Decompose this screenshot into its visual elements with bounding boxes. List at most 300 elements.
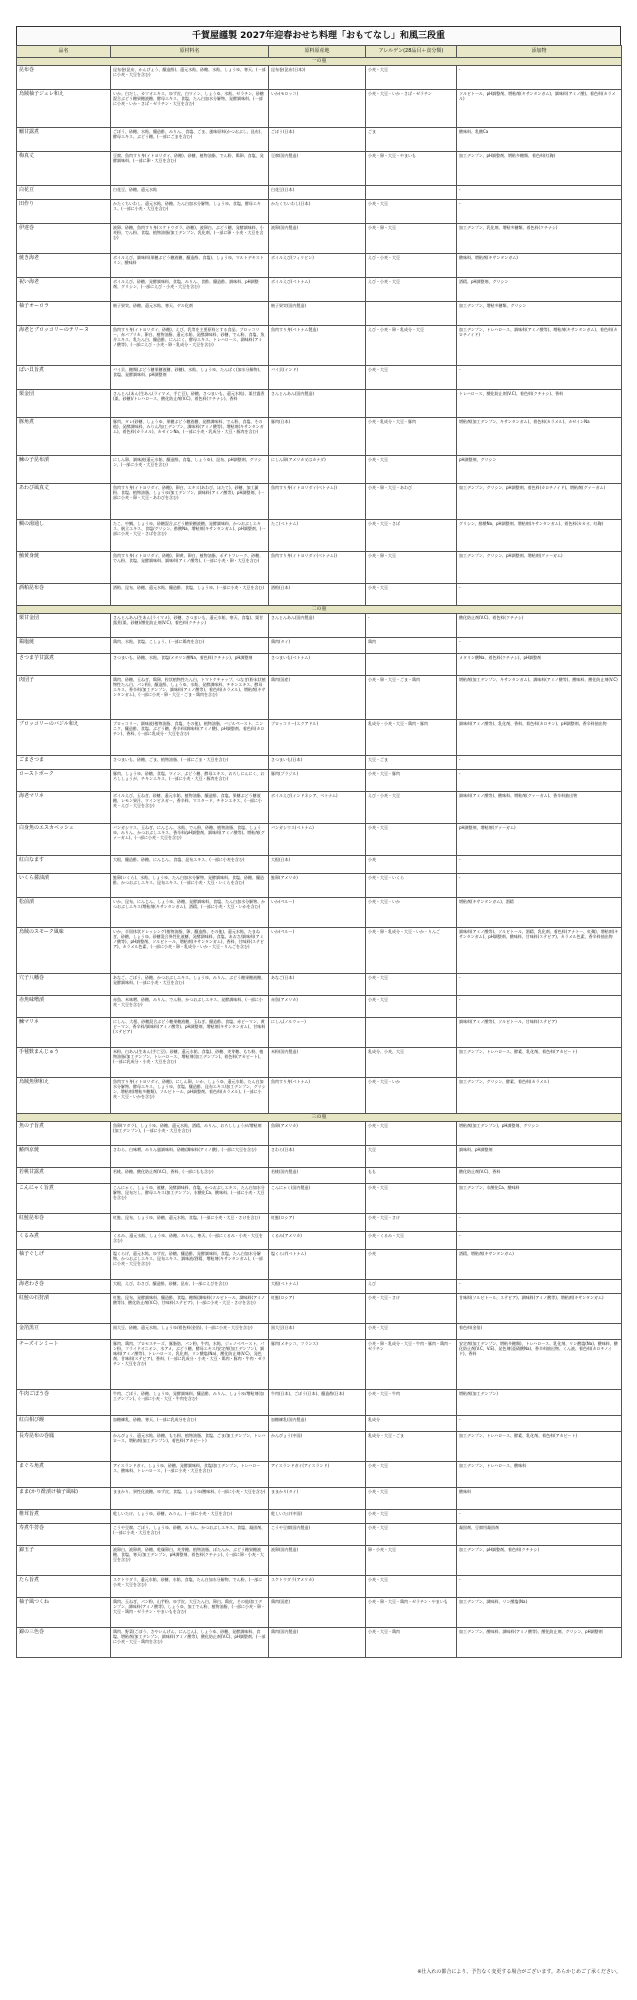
origin-cell: スケトウダラ(アメリカ) bbox=[269, 1576, 366, 1598]
product-name-cell: 酒粕昆布巻 bbox=[17, 584, 111, 606]
product-name-cell: さつま芋甘露煮 bbox=[17, 654, 111, 676]
additive-cell: - bbox=[457, 200, 622, 224]
product-name-cell: 海老わさ巻 bbox=[17, 1280, 111, 1294]
ingredients-cell: 豆腐、魚肉すり身(イトヨリダイ、砂糖)、砂糖、植物油脂、でん粉、鶏卵、食塩、発酵調味料、(一部に卵・大豆を含む) bbox=[111, 152, 269, 186]
table-row bbox=[17, 1340, 622, 1390]
ingredients-cell: こんにゃく、しょうゆ、液糖、発酵調味料、食塩、かつおぶしエキス、たん白加水分解物、昆布だし、酵母エキス/加工デンプン、水酸化Ca、酸味料、(一部に小麦・大豆を含む) bbox=[111, 1184, 269, 1214]
section-header-row bbox=[17, 58, 622, 66]
origin-cell: 豚肉(日本) bbox=[269, 418, 366, 456]
additive-cell: 調味料(アミノ酸等)、ソルビトール、甘味料(ステビア) bbox=[457, 1018, 622, 1048]
ingredients-cell: 魚肉すり身(イトヨリダイ、砂糖)、卵黄、卵白、植物油脂、ポテトフレーク、砂糖、でん粉、食塩、発酵調味料、調味料(アミノ酸等)、(一部に小麦・卵・大豆を含む) bbox=[111, 552, 269, 584]
additive-cell: 加工デンプン、乳化剤、増粘多糖類、着色料(クチナシ) bbox=[457, 224, 622, 254]
ingredients-cell: 液卵白、液卵黄、砂糖、乾燥卵白、麦芽糖、植物油脂、ぼたんか、ぶどう糖果糖液糖、食塩、寒天/加工デンプン、pH調整剤、着色料(クチナシ)、(一部に卵・小麦・大豆を含む) bbox=[111, 1546, 269, 1576]
allergen-cell bbox=[366, 1018, 457, 1048]
ingredients-cell: ままかり、異性化液糖、ゆず皮、食塩、しょうゆ/酸味料、(一部に小麦・大豆を含む) bbox=[111, 1488, 269, 1510]
table-row bbox=[17, 200, 622, 224]
ingredients-cell: あなご、ごぼう、砂糖、かつおぶしエキス、しょうゆ、みりん、ぶどう糖果糖液糖、発酵調味料、(一部に小麦・大豆を含む) bbox=[111, 974, 269, 996]
ingredients-cell: スケトウダラ、還元水飴、砂糖、水飴、食塩、たん白加水分解物、でん粉、(一部に小麦・大豆を含む) bbox=[111, 1576, 269, 1598]
allergen-cell: 小麦・卵・乳成分・大豆・いか・りんご bbox=[366, 928, 457, 974]
origin-cell: ブロッコリー(エクアドル) bbox=[269, 720, 366, 756]
section-header-row bbox=[17, 1114, 622, 1122]
table-row bbox=[17, 1048, 622, 1078]
origin-cell: 塩くらげ(ベトナム) bbox=[269, 1250, 366, 1280]
additive-cell: 加工デンプン、調味料、リン酸塩(Na) bbox=[457, 1598, 622, 1628]
ingredients-cell: 柚子果実、砂糖、還元水飴、寒天、ゲル化剤 bbox=[111, 302, 269, 326]
origin-cell: こうや豆腐(国内製造) bbox=[269, 1524, 366, 1546]
table-row bbox=[17, 254, 622, 278]
product-name-cell: たら旨煮 bbox=[17, 1576, 111, 1598]
allergen-cell: 小麦・大豆 bbox=[366, 824, 457, 856]
origin-cell: にしん卵(アメリカ又はカナダ) bbox=[269, 456, 366, 484]
table-row bbox=[17, 186, 622, 200]
additive-cell: - bbox=[457, 366, 622, 390]
ingredients-cell: さんとん(あん(生あん(ライマメ、手亡豆)、砂糖、さつまいも、還元水飴)、栗甘露煮(栗、砂糖)/トレハロース、酸化防止剤(V.C)、着色料(クチナシ)、香料 bbox=[111, 390, 269, 418]
allergen-cell bbox=[366, 390, 457, 418]
additive-cell: 酒精、pH調整剤、グリシン bbox=[457, 278, 622, 302]
table-row bbox=[17, 1250, 622, 1280]
ingredients-cell: くるみ、還元水飴、しょうゆ、砂糖、みりん、寒天、(一部にくるみ・小麦・大豆を含む) bbox=[111, 1232, 269, 1250]
ingredients-cell: バイ貝、糖類(ぶどう糖果糖液糖、砂糖)、水飴、しょうゆ、たんぱく(加水分解物)、食塩、発酵調味料、pH調整剤 bbox=[111, 366, 269, 390]
allergen-cell: 小麦・大豆 bbox=[366, 1324, 457, 1340]
header-additives: 添加物 bbox=[457, 46, 622, 58]
allergen-cell: えび・小麦・大豆 bbox=[366, 254, 457, 278]
origin-cell: 鶏肉(国産) bbox=[269, 1598, 366, 1628]
ingredients-cell: 液卵、砂糖、魚肉すり身(スケトウダラ、砂糖)、液卵白、ぶどう糖、発酵調味料、小麦粉、でん粉、食塩、植物油脂/加工デンプン、乳化剤、(一部に卵・小麦・大豆を含む) bbox=[111, 224, 269, 254]
table-row bbox=[17, 654, 622, 676]
section-label: 二の重 bbox=[17, 606, 622, 614]
ingredients-cell: 魚肉すり身(イトヨリダイ、砂糖)、にしん卵、いか、しょうゆ、還元水飴、たん白加水分解物、酵母エキス、しょうゆ、食塩、醸造酢、昆布エキス/加工デンプン、グリシン、増粘剤(増粘多糖類)、ソルビトール、pH調整剤、着色料(カラメル)、(一部に小麦・大豆・いかを含む) bbox=[111, 1078, 269, 1114]
ingredients-cell: にしん卵、調味液(還元水飴、醸造酢、食塩、しょうゆ)、昆布、pH調整剤、グリシン、(一部に小麦・大豆を含む) bbox=[111, 456, 269, 484]
origin-cell: 紅鮭(ロシア) bbox=[269, 1214, 366, 1232]
allergen-cell: 小麦・大豆・さけ bbox=[366, 1294, 457, 1324]
origin-cell: ボイルえび(ベトナム) bbox=[269, 278, 366, 302]
additive-cell: - bbox=[457, 1416, 622, 1432]
product-name-cell: 鰊の子昆布漬 bbox=[17, 456, 111, 484]
table-row bbox=[17, 302, 622, 326]
ingredients-cell: 魚卵(マダラ)、しょうゆ、砂糖、還元水飴、酒精、みりん、おろししょうが/増粘剤(加工デンプン)、(一部に小麦・大豆を含む) bbox=[111, 1122, 269, 1146]
ingredients-cell: 鶏肉、砂糖、玉ねぎ、鶏卵、粒状植物性たん白、トマトケチャップ、つなぎ(粉末状植物性たん白、パン粉)、醸造酢、しょうゆ、水飴、発酵調味料、チキンエキス、酵母エキス、香辛料/加工デンプン、調味料(アミノ酸等)、着色料(カラメル)、増粘剤(キサンタンガム)、(一部に小麦・卵・大豆・ごま・鶏肉を含む) bbox=[111, 676, 269, 720]
origin-cell: かんぴょう(中国) bbox=[269, 1432, 366, 1462]
additive-cell: 増粘剤(キサンタンガム)、酒精 bbox=[457, 898, 622, 928]
ingredients-cell: 赤魚、米味噌、砂糖、みりん、でん粉、かつおぶしエキス、発酵調味料、(一部に小麦・大豆を含む) bbox=[111, 996, 269, 1018]
additive-cell: 安定剤(加工デンプン、増粘多糖類)、トレハロース、乳化剤、リン酸塩(Na)、酸味料、酸化防止剤(V.C、V.E)、発色剤(亜硝酸Na)、香辛料抽出物、くん液、着色料(カロチノイド)、香料 bbox=[457, 1340, 622, 1390]
product-name-cell: 椎茸旨煮 bbox=[17, 1510, 111, 1524]
additive-cell: 加工デンプン、トレハロース、酵素、乳化剤、着色料(アカビート) bbox=[457, 1048, 622, 1078]
table-row bbox=[17, 128, 622, 152]
product-name-cell: 鮪黄身焼 bbox=[17, 552, 111, 584]
allergen-cell: 小麦・大豆 bbox=[366, 1184, 457, 1214]
product-name-cell: 祝い海老 bbox=[17, 278, 111, 302]
table-row bbox=[17, 1324, 622, 1340]
table-row bbox=[17, 552, 622, 584]
ingredients-cell: バンガシウス、玉ねぎ、にんじん、水飴、でん粉、砂糖、植物油脂、食塩、しょうゆ、みりん、かつおぶしエキス、香辛料/pH調整剤、調味料(アミノ酸等)、増粘剤(グァーガム)、(一部に小麦・大豆を含む) bbox=[111, 824, 269, 856]
allergen-cell: 小麦・卵・大豆 bbox=[366, 552, 457, 584]
allergen-cell: 乳成分・大豆・ごま bbox=[366, 1432, 457, 1462]
allergen-cell: 小麦・大豆 bbox=[366, 200, 457, 224]
additive-cell: 増粘剤(加工デンプン) bbox=[457, 1390, 622, 1416]
allergen-cell: 卵・小麦・大豆 bbox=[366, 1546, 457, 1576]
product-name-cell: 若桃甘露煮 bbox=[17, 1168, 111, 1184]
table-row bbox=[17, 1390, 622, 1416]
ingredients-cell: さわら、白味噌、みりん風調味料、砂糖/調味料(アミノ酸)、(一部に大豆を含む) bbox=[111, 1146, 269, 1168]
product-name-cell: 牛肉ごぼう巻 bbox=[17, 1390, 111, 1416]
origin-cell: 米粉(国内製造) bbox=[269, 1048, 366, 1078]
product-name-cell: くるみ煮 bbox=[17, 1232, 111, 1250]
table-row bbox=[17, 1294, 622, 1324]
table-row bbox=[17, 1546, 622, 1576]
allergen-cell: 小麦・大豆 bbox=[366, 1524, 457, 1546]
allergen-cell: 小麦・卵・大豆・あわび bbox=[366, 484, 457, 520]
product-name-cell: 海老マリネ bbox=[17, 792, 111, 824]
additive-cell: 酸味料、増粘剤(キサンタンガム) bbox=[457, 254, 622, 278]
ingredients-cell: 豚肉、鶏肉、プロセスチーズ、豚脂肪、パン粉、牛肉、水飴、ジェノベペースト、パン粉、フライドオニオン、水アメ、ぶどう糖、酵母エキス/安定剤(加工デンプン)、調味料(アミノ酸等)、トレハロース、乳化剤、リン酸塩(Na)、酸化防止剤(V.C)、発色剤、甘味料(ステビア)、香料、(一部に乳成分・小麦・大豆・鶏肉・豚肉・牛肉・ゼラチン・大豆を含む) bbox=[111, 1340, 269, 1390]
additive-cell: pH調整剤、グリシン bbox=[457, 456, 622, 484]
additive-cell: 加工デンプン、グリシン、酵素、着色料(カラメル) bbox=[457, 1078, 622, 1114]
allergen-cell: えび・小麦・大豆 bbox=[366, 278, 457, 302]
product-name-cell: こんにゃく旨煮 bbox=[17, 1184, 111, 1214]
ingredients-cell: いか、半固体状ドレッシング(植物油脂、卵、醸造酢、その他)、還元水飴、たまねぎ、砂糖、しょうゆ、砂糖混合異性化液糖、発酵調味料、食塩、あおさ/調味料(アミノ酸等)、pH調整剤、ソルビトール、増粘剤(キサンタンガム)、香料、甘味料(ステビア)、カラメル色素、(一部に小麦・卵・乳成分・いか・大豆・りんごを含む) bbox=[111, 928, 269, 974]
allergen-cell: 乳成分・小麦・大豆・鶏肉・豚肉 bbox=[366, 720, 457, 756]
product-name-cell: あわび風真丈 bbox=[17, 484, 111, 520]
origin-cell: 豚肉(メキシコ、フランス) bbox=[269, 1340, 366, 1390]
product-name-cell: 昆布巻 bbox=[17, 66, 111, 90]
origin-cell: こんにゃく(国内製造) bbox=[269, 1184, 366, 1214]
additive-cell: 加工デンプン、トレハロース、酵素、乳化剤、着色料(アカビート) bbox=[457, 1432, 622, 1462]
table-row bbox=[17, 898, 622, 928]
product-name-cell: 豚角煮 bbox=[17, 418, 111, 456]
origin-cell: 牛肉(日本)、ごぼう(日本)、醸造酢(日本) bbox=[269, 1390, 366, 1416]
ingredients-cell: さつまいも、砂糖、ごま、植物油脂、(一部にごま・大豆を含む) bbox=[111, 756, 269, 770]
additive-cell: - bbox=[457, 770, 622, 792]
product-name-cell: 紅白相び饅 bbox=[17, 1416, 111, 1432]
section-label: 三の重 bbox=[17, 1114, 622, 1122]
additive-cell: - bbox=[457, 186, 622, 200]
table-row bbox=[17, 484, 622, 520]
table-row bbox=[17, 326, 622, 366]
table-row bbox=[17, 152, 622, 186]
allergen-cell: 小麦・大豆 bbox=[366, 1462, 457, 1488]
additive-cell: ソルビトール、pH調整剤、増粘剤(キサンタンガム)、調味料(アミノ酸)、着色料(カラメル) bbox=[457, 90, 622, 128]
table-row bbox=[17, 366, 622, 390]
ingredients-cell: 鮭卵(いくら)、水飴、しょうゆ、たん白加水分解物、発酵調味料、食塩、砂糖、醸造酢、かつおぶしエキス、昆布エキス、(一部に小麦・大豆・いくらを含む) bbox=[111, 874, 269, 898]
allergen-cell: 小麦・大豆 bbox=[366, 1510, 457, 1524]
table-row bbox=[17, 1184, 622, 1214]
additive-cell: メタリン酸Na、着色料(クチナシ)、pH調整剤 bbox=[457, 654, 622, 676]
origin-cell: さんとんあん(国内製造) bbox=[269, 390, 366, 418]
product-name-cell: まぐろ角煮 bbox=[17, 1462, 111, 1488]
ingredients-cell: 豚肉、しょうゆ、砂糖、食塩、ワイン、ぶどう糖、酵母エキス、おろしにんにく、おろししょうが、チキンエキス、(一部に小麦・大豆・豚肉を含む) bbox=[111, 770, 269, 792]
ingredients-cell: 大根、醸造酢、砂糖、にんじん、食塩、昆布エキス、(一部に小麦を含む) bbox=[111, 856, 269, 874]
additive-cell: 加工デンプン、グリシン、pH調整剤、増粘剤(グァーガム) bbox=[457, 552, 622, 584]
ingredients-cell: ボイルえび、調味料(果糖ぶどう糖液糖、醸造酢、食塩)、しょうゆ、マルトデキストリン、酸味料 bbox=[111, 254, 269, 278]
origin-cell: ボイルえび(フィリピン) bbox=[269, 254, 366, 278]
product-name-cell: まま(かり酢漬け柚子風味) bbox=[17, 1488, 111, 1510]
header-allergens: アレルゲン(28品目＋食分類) bbox=[366, 46, 457, 58]
product-name-cell: ローストポーク bbox=[17, 770, 111, 792]
table-row bbox=[17, 1598, 622, 1628]
table-row bbox=[17, 824, 622, 856]
allergen-cell: 小麦・大豆 bbox=[366, 456, 457, 484]
origin-cell: さわら(日本) bbox=[269, 1146, 366, 1168]
allergen-cell: 乳成分、小麦、大豆 bbox=[366, 1048, 457, 1078]
table-row bbox=[17, 974, 622, 996]
table-row bbox=[17, 456, 622, 484]
origin-cell: 乾しいたけ(中国) bbox=[269, 1510, 366, 1524]
origin-cell: 鶏肉(国産) bbox=[269, 676, 366, 720]
ingredients-cell: 紅鮭、昆布、しょうゆ、砂糖、還元水飴、食塩、(一部に小麦・大豆・さけを含む) bbox=[111, 1214, 269, 1232]
origin-cell: あなご(日本) bbox=[269, 974, 366, 996]
additive-cell: 増粘剤(加工デンプン、キサンタンガム)、着色料(カラメル)、カゼインNa bbox=[457, 418, 622, 456]
origin-cell: 大根(ベトナム) bbox=[269, 1280, 366, 1294]
allergen-cell: 小麦・大豆・いくら bbox=[366, 874, 457, 898]
ingredients-cell: ごぼう、砂糖、水飴、醸造酢、みりん、食塩、ごま、風味原料(かつおぶし、昆布)、酵母エキス、ぶどう糖、(一部にごまを含む) bbox=[111, 128, 269, 152]
origin-cell: 魚肉すり身(ベトナム) bbox=[269, 1078, 366, 1114]
origin-cell: さんとんあん(国内製造) bbox=[269, 614, 366, 638]
table-row bbox=[17, 1510, 622, 1524]
additive-cell: - bbox=[457, 584, 622, 606]
product-name-cell: 錦の三色巻 bbox=[17, 1628, 111, 1658]
product-name-cell: 赤魚味噌漬 bbox=[17, 996, 111, 1018]
additive-cell: 加工デンプン、グリシン、pH調整剤、着色料(カロチノイド)、増粘剤(グァーガム) bbox=[457, 484, 622, 520]
product-name-cell: 柚子オーロラ bbox=[17, 302, 111, 326]
product-name-cell: 焼き海老 bbox=[17, 254, 111, 278]
additive-cell: - bbox=[457, 1232, 622, 1250]
ingredients-cell: 米粉、白あん(生あん(手亡豆)、砂糖、還元水飴、食塩)、砂糖、麦芽糖、もち粉、植物油脂/加工デンプン、トレハロース、増粘剤(加工デンプン)、着色料(アカビート)、(一部に乳成分・小麦・大豆を含む) bbox=[111, 1048, 269, 1078]
allergen-cell: 小麦・大豆・いか bbox=[366, 1078, 457, 1114]
ingredients-cell: 酒粕、昆布、砂糖、還元水飴、醸造酢、食塩、しょうゆ、(一部に小麦・大豆を含む) bbox=[111, 584, 269, 606]
table-row bbox=[17, 90, 622, 128]
origin-cell: 魚卵(アメリカ) bbox=[269, 1122, 366, 1146]
ingredients-cell: 鶏肉、水飴、食塩、こしょう、(一部に鶏肉を含む) bbox=[111, 638, 269, 654]
allergen-cell bbox=[366, 654, 457, 676]
origin-cell: 液卵(国内製造) bbox=[269, 224, 366, 254]
header-row bbox=[17, 46, 622, 58]
origin-cell: ごぼう(日本) bbox=[269, 128, 366, 152]
allergen-cell: 小麦・大豆 bbox=[366, 584, 457, 606]
table-row bbox=[17, 1018, 622, 1048]
table-row bbox=[17, 1462, 622, 1488]
origin-cell: 紅鮭(ロシア) bbox=[269, 1294, 366, 1324]
ingredients-cell: ボイルえび、砂糖、発酵調味料、食塩、みりん、食酢、醸造酢、調味料、pH調整剤、グリシン、(一部にえび・小麦・大豆を含む) bbox=[111, 278, 269, 302]
additive-cell: - bbox=[457, 856, 622, 874]
origin-cell: 酒粕(日本) bbox=[269, 584, 366, 606]
table-row bbox=[17, 1168, 622, 1184]
allergen-cell: 小麦・卵・大豆・鶏肉・ゼラチン・やまいも bbox=[366, 1598, 457, 1628]
table-row bbox=[17, 418, 622, 456]
product-name-cell: 鯛の湯通し bbox=[17, 520, 111, 552]
ingredients-cell: アイスランドガイ、しょうゆ、砂糖、発酵調味料、食塩/加工デンプン、トレハロース、酸味料、トレハロース、(一部に小麦・大豆を含む) bbox=[111, 1462, 269, 1488]
table-row bbox=[17, 874, 622, 898]
additive-cell: 加工デンプン、pH調整剤、増粘多糖類、着色料(紅麹) bbox=[457, 152, 622, 186]
origin-cell: いか(ペルー) bbox=[269, 928, 366, 974]
table-row bbox=[17, 1232, 622, 1250]
additive-cell: グリシン、酢酸Na、pH調整剤、増粘剤(キサンタンガム)、着色料(カカオ、紅麹) bbox=[457, 520, 622, 552]
allergen-cell: 小麦・卵・大豆 bbox=[366, 224, 457, 254]
allergen-cell: 小麦・大豆・牛肉 bbox=[366, 1390, 457, 1416]
allergen-cell: 小麦・大豆 bbox=[366, 1576, 457, 1598]
ingredients-cell: 豚肉、タレ(砂糖、しょうゆ、果糖ぶどう糖液糖、発酵調味料、でん粉、食塩、その他)、発酵調味料、みりん/加工デンプン、調味料(アミノ酸等)、増粘剤(キサンタンガム)、着色料(カラメル)、カゼインNa、(一部に小麦・乳成分・大豆・豚肉を含む) bbox=[111, 418, 269, 456]
allergen-cell: 大豆・ごま bbox=[366, 756, 457, 770]
origin-cell: 豚肉(ブラジル) bbox=[269, 770, 366, 792]
table-row bbox=[17, 1576, 622, 1598]
allergen-cell: 小麦・大豆・いか bbox=[366, 898, 457, 928]
allergen-cell: 小麦・卵・乳成分・大豆・牛肉・豚肉・鶏肉・ゼラチン bbox=[366, 1340, 457, 1390]
ingredients-cell: 黒大豆、砂糖、還元水飴、しょうゆ/着色料(金箔)、(一部に小麦・大豆を含む) bbox=[111, 1324, 269, 1340]
document-title: 千賀屋謹製 2027年迎春おせち料理「おもてなし」和風三段重 bbox=[16, 26, 621, 45]
product-name-cell: 栗甘金団 bbox=[17, 614, 111, 638]
allergen-cell: 小麦・卵・大豆・やまいも bbox=[366, 152, 457, 186]
table-row bbox=[17, 1488, 622, 1510]
product-name-cell: 寿煮牛蒡巻 bbox=[17, 1524, 111, 1546]
additive-cell: 甘味料(ソルビトール、ステビア)、調味料(アミノ酸等)、増粘剤(キサンタンガム) bbox=[457, 1294, 622, 1324]
origin-cell: 昆布巻(昆布(日本)) bbox=[269, 66, 366, 90]
ingredients-cell: いか、白だし、カツオエキス、ゆず皮、白ワイン、しょうゆ、水飴、ゼラチン、砂糖混合ぶどう糖果糖液糖、酵母エキス、食塩、たん白加水分解物、発酵調味料、(一部に小麦・いか・さば・ゼラチン・大豆を含む) bbox=[111, 90, 269, 128]
origin-cell: 黒大豆(日本) bbox=[269, 1324, 366, 1340]
product-name-cell: 柚子風つくね bbox=[17, 1598, 111, 1628]
allergen-cell: もも bbox=[366, 1168, 457, 1184]
table-row bbox=[17, 1214, 622, 1232]
origin-cell: さつまいも(日本) bbox=[269, 756, 366, 770]
origin-cell: さつまいも(ベトナム) bbox=[269, 654, 366, 676]
allergen-cell: 鶏肉 bbox=[366, 638, 457, 654]
additive-cell: 酸味料 bbox=[457, 1488, 622, 1510]
table-row bbox=[17, 1524, 622, 1546]
additive-cell: 増粘剤(加工デンプン)、pH調整剤、グリシン bbox=[457, 1122, 622, 1146]
header-ingredients: 原材料名 bbox=[111, 46, 269, 58]
table-row bbox=[17, 1280, 622, 1294]
product-name-cell: チーズインミート bbox=[17, 1340, 111, 1390]
allergen-cell: 小麦・卵・大豆・ごま・鶏肉 bbox=[366, 676, 457, 720]
origin-cell: たこ(ベトナム) bbox=[269, 520, 366, 552]
additive-cell: - bbox=[457, 1510, 622, 1524]
footer-note: ※仕入れの都合により、予告なく変更する場合がございます。あらかじめご了承ください。 bbox=[417, 1969, 621, 1975]
product-name-cell: いくら醤油漬 bbox=[17, 874, 111, 898]
allergen-cell: 乳成分 bbox=[366, 1416, 457, 1432]
additive-cell: - bbox=[457, 66, 622, 90]
origin-cell: いか(モロッコ) bbox=[269, 90, 366, 128]
table-row bbox=[17, 1146, 622, 1168]
origin-cell: アイスランドガイ(アイスランド) bbox=[269, 1462, 366, 1488]
origin-cell: 魚肉すり身(イトヨリダイ(ベトナム)) bbox=[269, 552, 366, 584]
product-name-cell: 穴子八幡巻 bbox=[17, 974, 111, 996]
additive-cell: - bbox=[457, 996, 622, 1018]
product-name-cell: ブロッコリーのバジル和え bbox=[17, 720, 111, 756]
table-row bbox=[17, 770, 622, 792]
product-name-cell: 手毬麩まんじゅう bbox=[17, 1048, 111, 1078]
table-row bbox=[17, 856, 622, 874]
additive-cell: 酸化防止剤(V.C)、香料 bbox=[457, 1168, 622, 1184]
allergen-cell: 小麦・大豆 bbox=[366, 1488, 457, 1510]
origin-cell: バイ貝(インド) bbox=[269, 366, 366, 390]
section-label: 一の重 bbox=[17, 58, 622, 66]
ingredients-cell: 牛肉、ごぼう、砂糖、しょうゆ、発酵調味料、醸造酢、みりん、しょうゆ/増粘剤(加工デンプン)、(一部に小麦・大豆・牛肉を含む) bbox=[111, 1390, 269, 1416]
ingredients-cell: こうや豆腐、ごぼう、しょうゆ、砂糖、みりん、かつおぶしエキス、食塩、凝固剤、(一部に小麦・大豆を含む) bbox=[111, 1524, 269, 1546]
origin-cell: 若桃(国内製造) bbox=[269, 1168, 366, 1184]
allergen-cell: 小麦・くるみ・大豆 bbox=[366, 1232, 457, 1250]
additive-cell: 調味料、pH調整剤 bbox=[457, 1146, 622, 1168]
product-name-cell: 烏賊魚卵和え bbox=[17, 1078, 111, 1114]
ingredient-table bbox=[16, 45, 622, 1658]
ingredients-cell: 若桃、砂糖、酸化防止剤(V.C)、香料、(一部にもも含む) bbox=[111, 1168, 269, 1184]
additive-cell: - bbox=[457, 756, 622, 770]
product-name-cell: 田作り bbox=[17, 200, 111, 224]
origin-cell: かたくちいわし(日本) bbox=[269, 200, 366, 224]
ingredients-cell: いか、昆布、にんじん、しょうゆ、砂糖、発酵調味料、食塩、たん白加水分解物、かつおぶしエキス/増粘剤(キサンタンガム)、酒精、(一部に小麦・大豆・いかを含む) bbox=[111, 898, 269, 928]
product-name-cell: 白身魚のエスカベッシュ bbox=[17, 824, 111, 856]
origin-cell: バンガシウス(ベトナム) bbox=[269, 824, 366, 856]
table-row bbox=[17, 928, 622, 974]
allergen-cell bbox=[366, 186, 457, 200]
product-name-cell: 松前漬 bbox=[17, 898, 111, 928]
ingredients-cell: 紅鮭、昆布、発酵調味料、醸造酢、食塩、糖類/調味料(ソルビトール、調味料(アミノ酸等))、酸化防止剤(V.C)、甘味料(ステビア)、(一部に小麦・大豆・さけを含む) bbox=[111, 1294, 269, 1324]
allergen-cell: 小麦・大豆 bbox=[366, 974, 457, 996]
table-row bbox=[17, 614, 622, 638]
allergen-cell: えび・小麦・大豆 bbox=[366, 792, 457, 824]
table-row bbox=[17, 584, 622, 606]
allergen-cell bbox=[366, 302, 457, 326]
header-origin: 原料原産地 bbox=[269, 46, 366, 58]
ingredients-cell: 加糖練乳、砂糖、寒天、(一部に乳成分を含む) bbox=[111, 1416, 269, 1432]
additive-cell: - bbox=[457, 1576, 622, 1598]
origin-cell: くるみ(アメリカ) bbox=[269, 1232, 366, 1250]
ingredients-cell: 鶏肉、玉ねぎ、パン粉、山芋粉、ゆず皮、大豆たん白、卵白、鶏皮、その他/加工デンプン、調味料(アミノ酸等)、しょうゆ、加工でん粉、植物油脂、(一部に小麦・卵・大豆・鶏肉・ゼラチン・やまいもを含む) bbox=[111, 1598, 269, 1628]
table-row bbox=[17, 278, 622, 302]
allergen-cell: 小麦・乳成分・大豆・豚肉 bbox=[366, 418, 457, 456]
product-name-cell: 錦玉子 bbox=[17, 1546, 111, 1576]
additive-cell: トレハロース、酸化防止剤(V.C)、着色料(クチナシ)、香料 bbox=[457, 390, 622, 418]
additive-cell: 調味料(アミノ酸等)、ソルビトール、酒精、乳化剤、着色料(アナトー、紅麹)、増粘剤(キサンタンガム)、pH調整剤、酸味料、甘味料(ステビア)、カラメル色素、香辛料抽出物 bbox=[457, 928, 622, 974]
origin-cell: 豆腐(国内製造) bbox=[269, 152, 366, 186]
allergen-cell: 小麦・大豆 bbox=[366, 66, 457, 90]
product-name-cell: 鰊マリネ bbox=[17, 1018, 111, 1048]
product-name-cell: 鰯甘露煮 bbox=[17, 128, 111, 152]
ingredients-cell: 魚肉すり身(イトヨリダイ、砂糖)、卵白、エキス(あわび、ほたて)、砂糖、加工澱粉、食塩、植物油脂、しょうゆ/加工デンプン、調味料(アミノ酸等)、pH調整剤、(一部に小麦・卵・大豆・あわびを含む) bbox=[111, 484, 269, 520]
product-name-cell: 海老とブロッコリーのテリーヌ bbox=[17, 326, 111, 366]
additive-cell: 着色料(金箔) bbox=[457, 1324, 622, 1340]
additive-cell: 加工デンプン、酸味料、調味料(アミノ酸等)、酸化防止剤、グリシン、pH調整剤 bbox=[457, 1628, 622, 1658]
origin-cell: 白花豆(日本) bbox=[269, 186, 366, 200]
additive-cell: 凝固剤、豆腐用凝固剤 bbox=[457, 1524, 622, 1546]
allergen-cell: えび・小麦・卵・乳成分・大豆 bbox=[366, 326, 457, 366]
table-row bbox=[17, 66, 622, 90]
additive-cell: - bbox=[457, 974, 622, 996]
product-name-cell: 肉団子 bbox=[17, 676, 111, 720]
product-name-cell: 紅鮭昆布巻 bbox=[17, 1214, 111, 1232]
additive-cell: - bbox=[457, 874, 622, 898]
additive-cell: pH調整剤、増粘剤(グァーガム) bbox=[457, 824, 622, 856]
origin-cell: 大根(日本) bbox=[269, 856, 366, 874]
product-name-cell: ごまさつま bbox=[17, 756, 111, 770]
additive-cell: 調味料(アミノ酸等)、乳化剤、香料、着色料(カロチン)、pH調整剤、香辛料抽出物 bbox=[457, 720, 622, 756]
additive-cell: 加工デンプン、pH調整剤、着色料(クチナシ) bbox=[457, 1546, 622, 1576]
ingredients-cell: さんとんあん(生あん(ライマメ)、砂糖、さつまいも、還元水飴、寒天、食塩)、栗甘露煮(栗、砂糖)/酸化防止剤(V.C)、着色料(クチナシ) bbox=[111, 614, 269, 638]
origin-cell: 赤魚(アメリカ) bbox=[269, 996, 366, 1018]
table-row bbox=[17, 1122, 622, 1146]
origin-cell: 加糖練乳(国内製造) bbox=[269, 1416, 366, 1432]
origin-cell: 液卵(国内製造) bbox=[269, 1546, 366, 1576]
table-row bbox=[17, 390, 622, 418]
allergen-cell: - bbox=[366, 614, 457, 638]
table-row bbox=[17, 1628, 622, 1658]
origin-cell: 柚子果実(国内製造) bbox=[269, 302, 366, 326]
additive-cell: 酸化防止剤(V.C)、着色料(クチナシ) bbox=[457, 614, 622, 638]
allergen-cell: 小麦・大豆 bbox=[366, 366, 457, 390]
ingredients-cell: 魚肉すり身(イトヨリダイ、砂糖)、えび、乳等を主要原料とする食品、ブロッコリー、赤パプリカ、卵白、植物油脂、還元水飴、発酵調味料、砂糖、でん粉、食塩、魚介エキス、乳たん白、醸造酢、にんにく、酵母エキス、トレハロース、調味料(アミノ酸等)、(一部にえび・小麦・卵・乳成分・大豆を含む) bbox=[111, 326, 269, 366]
product-name-cell: 白花豆 bbox=[17, 186, 111, 200]
additive-cell: 加工デンプン、トレハロース、調味料(アミノ酸等)、増粘剤(キサンタンガム)、着色料(カロチノイド) bbox=[457, 326, 622, 366]
product-name-cell: ばい貝旨煮 bbox=[17, 366, 111, 390]
additive-cell: 調味料(アミノ酸等)、酸味料、増粘剤(グァーガム)、香辛料抽出物 bbox=[457, 792, 622, 824]
